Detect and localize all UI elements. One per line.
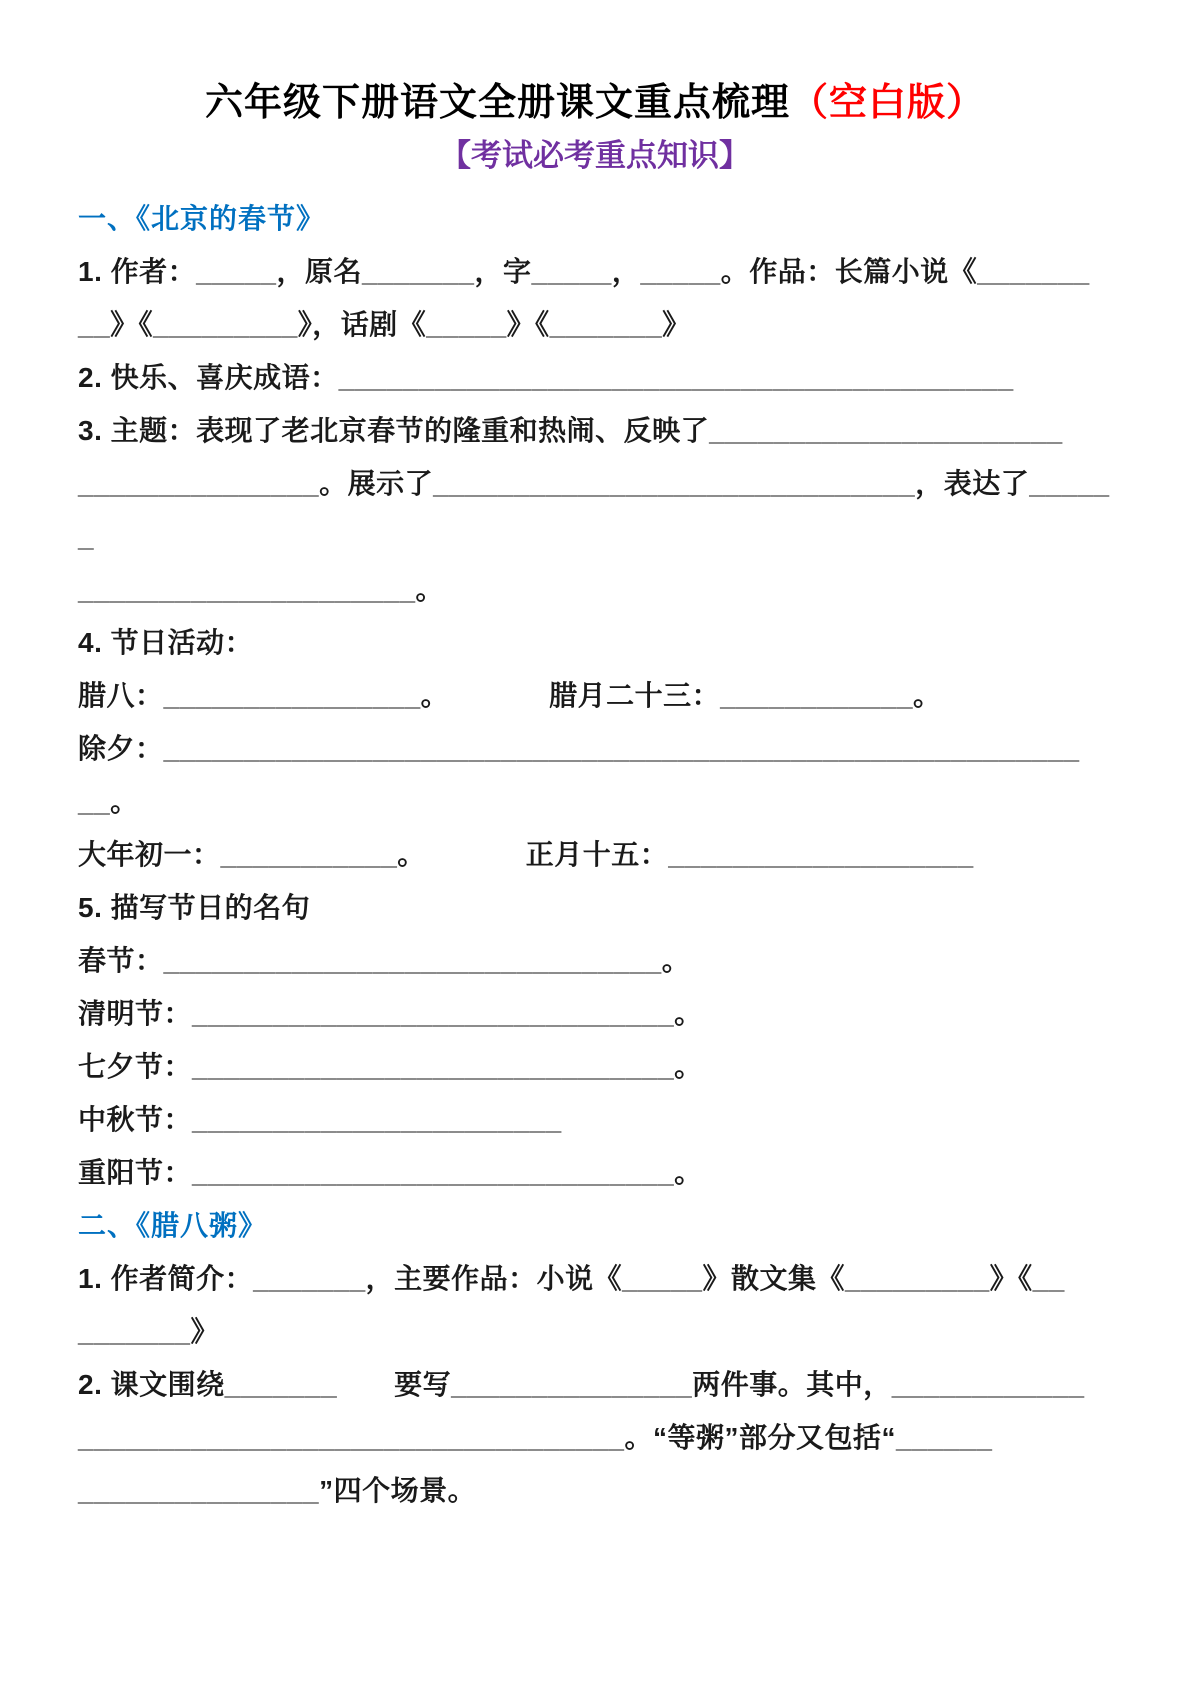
section-heading: 一、《北京的春节》 xyxy=(78,202,326,234)
title-edition-tag: （空白版） xyxy=(790,82,986,124)
section-beijing-spring-festival xyxy=(78,192,1112,1199)
section-laba-congee xyxy=(78,1199,1112,1517)
section-heading: 二、《腊八粥》 xyxy=(78,1209,268,1241)
text-line: 七夕节：______________________________。 xyxy=(78,1050,703,1082)
text-line: 清明节：______________________________。 xyxy=(78,997,703,1029)
text-line: 大年初一：___________。 正月十五：___________________ xyxy=(78,838,974,870)
text-line: __________________________________。“等粥”部分又包括“______ xyxy=(78,1421,993,1453)
text-line: _______________。展示了______________________________，表达了______ xyxy=(78,467,1110,552)
text-line: 4. 节日活动： xyxy=(78,626,254,658)
text-line: 2. 快乐、喜庆成语：__________________________________________ xyxy=(78,361,1014,393)
text-line: _______________”四个场景。 xyxy=(78,1474,477,1506)
text-line: 重阳节：______________________________。 xyxy=(78,1156,703,1188)
page-subtitle: 【考试必考重点知识】 xyxy=(440,137,750,173)
text-line: 5. 描写节日的名句 xyxy=(78,891,311,923)
text-line: 2. 课文围绕_______ 要写_______________两件事。其中，____________ xyxy=(78,1368,1085,1400)
title-main-text: 六年级下册语文全册课文重点梳理 xyxy=(204,82,790,124)
text-line: __。 xyxy=(78,785,139,817)
text-line: 腊八：________________。 腊月二十三：____________。 xyxy=(78,679,942,711)
text-line: 中秋节：_______________________ xyxy=(78,1103,562,1135)
text-line: 除夕：_________________________________________________________ xyxy=(78,732,1080,764)
text-line: __》《_________》，话剧《_____》《_______》 xyxy=(78,308,691,340)
text-line: 1. 作者简介：_______，主要作品：小说《_____》散文集《_________》《__ xyxy=(78,1262,1065,1294)
text-line: _____________________。 xyxy=(78,573,445,605)
text-line: 3. 主题：表现了老北京春节的隆重和热闹、反映了______________________ xyxy=(78,414,1063,446)
text-line: 春节：_______________________________。 xyxy=(78,944,691,976)
text-line: _______》 xyxy=(78,1315,220,1347)
text-line: 1. 作者：_____，原名_______，字_____，_____。作品：长篇小说《_______ xyxy=(78,255,1090,287)
page-title xyxy=(78,80,1112,128)
